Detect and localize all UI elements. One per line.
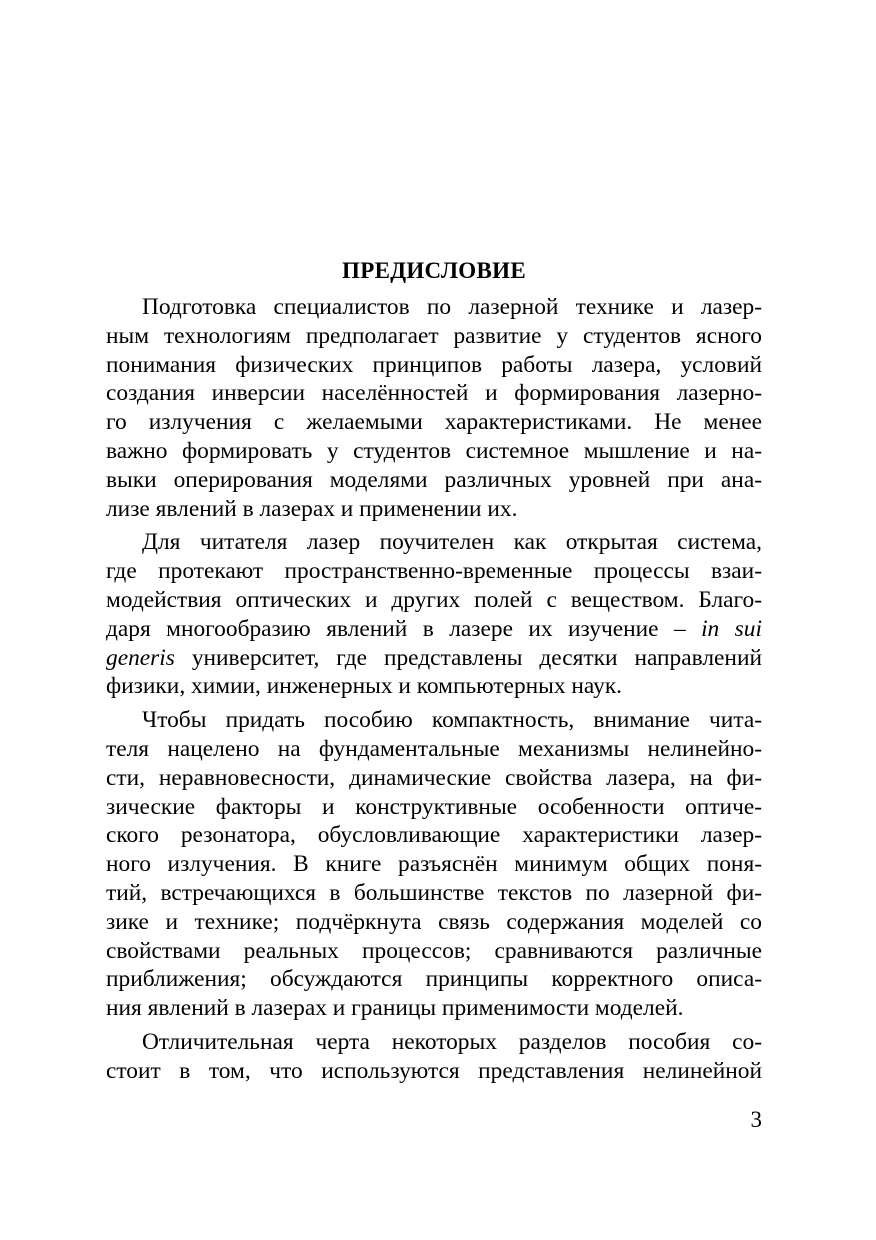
paragraph-2	[106, 528, 762, 701]
text-segment: университет, где представлены десятки направлений	[191, 644, 762, 671]
page-number: 3	[750, 1107, 762, 1132]
text-line: где протекают пространственно-временные процессы взаи-	[106, 558, 762, 585]
text-line: создания инверсии населённостей и формирования лазерно-	[106, 380, 762, 407]
text-line: го излучения с желаемыми характеристиками. Не менее	[106, 409, 762, 436]
text-line: ского резонатора, обусловливающие характеристики лазер-	[106, 822, 762, 849]
text-line: лизе явлений в лазерах и применении их.	[106, 495, 518, 522]
text-line: стоит в том, что используются представления нелинейной	[106, 1057, 762, 1084]
text-line: Отличительная черта некоторых разделов пособия со-	[142, 1028, 762, 1055]
page-title: ПРЕДИСЛОВИЕ	[342, 258, 526, 283]
text-line: сти, неравновесности, динамические свойства лазера, на фи-	[106, 764, 762, 791]
text-line: ния явлений в лазерах и границы применимости моделей.	[106, 995, 684, 1022]
text-line: ного излучения. В книге разъяснён минимум общих поня-	[106, 851, 762, 878]
paragraph-3	[106, 706, 762, 1023]
text-line: зике и технике; подчёркнута связь содержания моделей со	[106, 908, 762, 935]
text-line: важно формировать у студентов системное мышление и на-	[106, 437, 762, 464]
text-line: Для читателя лазер поучителен как открытая система,	[142, 529, 762, 556]
paragraph-1	[106, 293, 762, 523]
text-line: свойствами реальных процессов; сравниваются различные	[106, 937, 762, 964]
latin-phrase: in sui	[701, 615, 762, 642]
text-line: теля нацелено на фундаментальные механизмы нелинейно-	[106, 735, 762, 762]
text-line: зические факторы и конструктивные особенности оптиче-	[106, 793, 762, 820]
text-line: понимания физических принципов работы лазера, условий	[106, 351, 762, 378]
text-line: Чтобы придать пособию компактность, внимание чита-	[142, 707, 762, 734]
text-line-mixed	[106, 615, 762, 644]
text-line: физики, химии, инженерных и компьютерных наук.	[106, 673, 623, 700]
text-line: приближения; обсуждаются принципы корректного описа-	[106, 966, 762, 993]
preface-body	[106, 293, 762, 1091]
text-line: модействия оптических и других полей с веществом. Благо-	[106, 586, 762, 613]
text-line: тий, встречающихся в большинстве текстов по лазерной фи-	[106, 879, 762, 906]
paragraph-4	[106, 1028, 762, 1086]
latin-phrase: generis	[106, 644, 175, 671]
text-line: выки оперирования моделями различных уровней при ана-	[106, 466, 762, 493]
text-line: Подготовка специалистов по лазерной технике и лазер-	[142, 294, 762, 320]
text-line-mixed	[106, 644, 762, 673]
text-line: ным технологиям предполагает развитие у студентов ясного	[106, 322, 762, 349]
text-segment: даря многообразию явлений в лазере их изучение –	[106, 615, 686, 642]
document-page	[106, 0, 762, 1240]
